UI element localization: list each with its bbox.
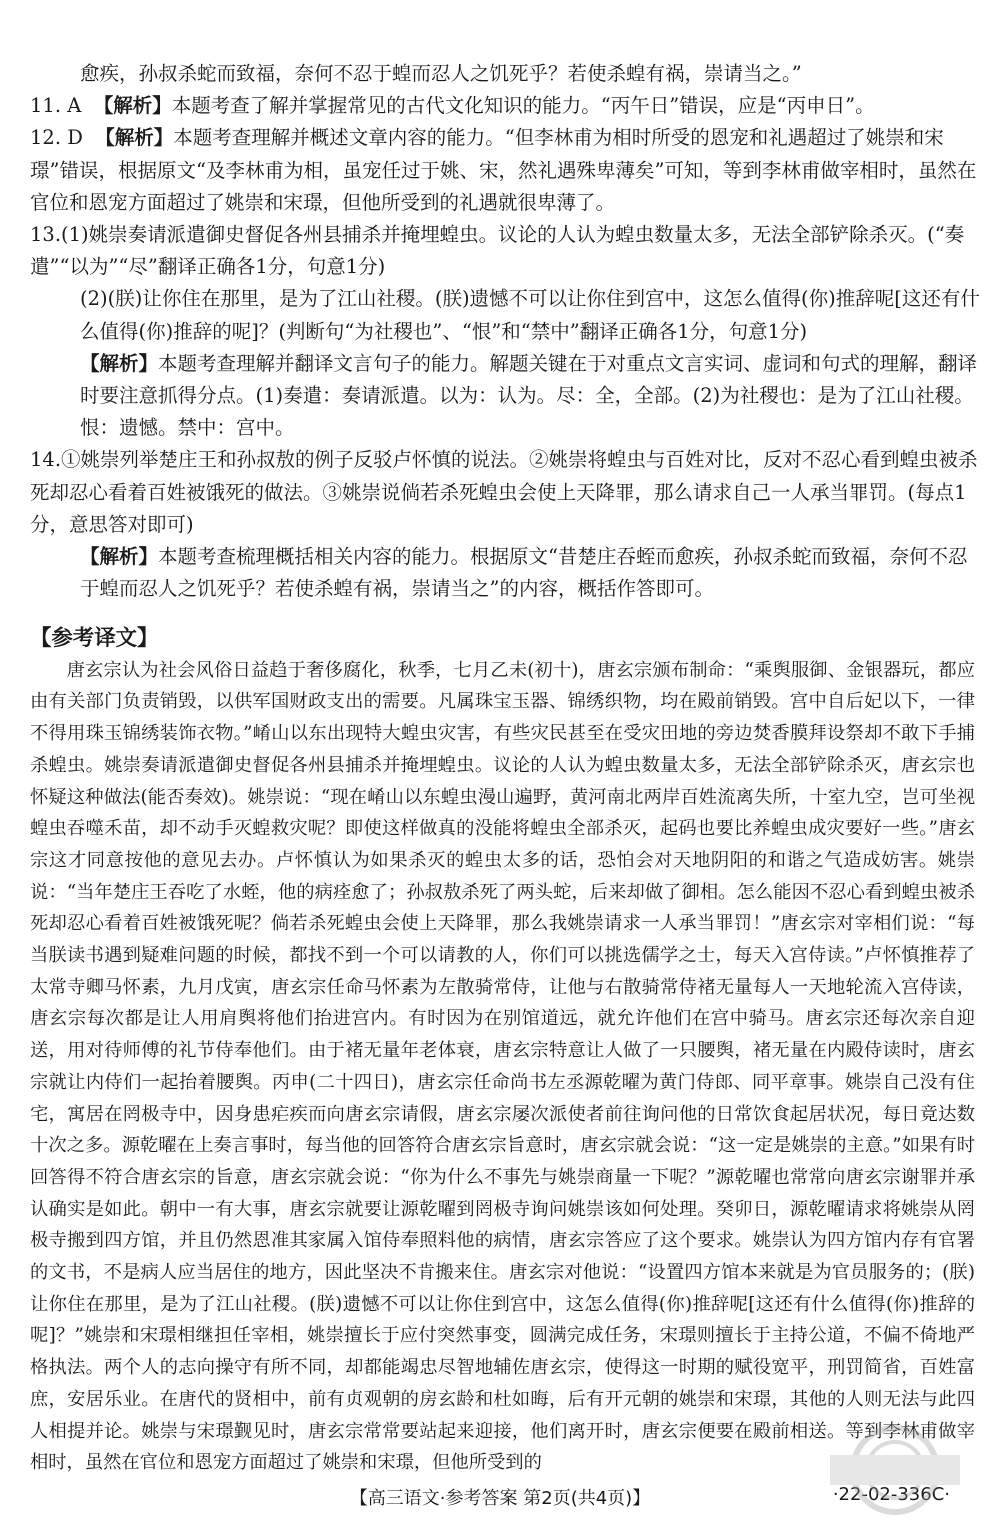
answers-section bbox=[30, 58, 980, 605]
question-number: 12. D bbox=[30, 126, 83, 150]
answer-13-part2: (2)(朕)让你住在那里，是为了江山社稷。(朕)遗憾不可以让你住到宫中，这怎么值得(你)推辞呢[这还有什么值得(你)推辞的呢]？(判断句“为社稷也”、“恨”和“禁中”翻译正确各1分，句意1分) bbox=[80, 287, 980, 343]
answer-11 bbox=[30, 90, 980, 122]
analysis-label: 【解析】 bbox=[93, 94, 172, 118]
analysis-label: 【解析】 bbox=[95, 126, 174, 150]
analysis-text: 本题考查理解并翻译文言句子的能力。解题关键在于对重点文言实词、虚词和句式的理解，翻译时要注意抓得分点。(1)奏遣：奏请派遣。以为：认为。尽：全，全部。(2)为社稷也：是为了江山社稷。恨：遗憾。禁中：宫中。 bbox=[80, 351, 978, 440]
answer-13-analysis bbox=[30, 348, 980, 445]
analysis-text: 本题考查了解并掌握常见的古代文化知识的能力。“丙午日”错误，应是“丙申日”。 bbox=[171, 94, 875, 118]
question-number: 14. bbox=[30, 448, 62, 472]
question-number: 13. bbox=[30, 223, 62, 247]
answer-12 bbox=[30, 122, 980, 219]
reference-translation bbox=[30, 623, 975, 1479]
footer-page-info: 【高三语文·参考答案 第2页(共4页)】 bbox=[349, 1488, 651, 1509]
analysis-label: 【解析】 bbox=[80, 545, 159, 569]
answer-text: ①姚崇列举楚庄王和孙叔敖的例子反驳卢怀慎的说法。②姚崇将蝗虫与百姓对比，反对不忍心看到蝗虫被杀死却忍心看着百姓被饿死的做法。③姚崇说倘若杀死蝗虫会使上天降罪，那么请求自己一人承当罪罚。(每点1分，意思答对即可) bbox=[30, 448, 978, 536]
translation-title: 【参考译文】 bbox=[30, 626, 159, 651]
answer-text: (1)姚崇奏请派遣御史督促各州县捕杀并掩埋蝗虫。议论的人认为蝗虫数量太多，无法全部铲除杀灭。(“奏遣”“以为”“尽”翻译正确各1分，句意1分) bbox=[30, 223, 965, 279]
analysis-text: 本题考查理解并概述文章内容的能力。“但李林甫为相时所受的恩宠和礼遇超过了姚崇和宋璟”错误，根据原文“及李林甫为相，虽宠任过于姚、宋，然礼遇殊卑薄矣”可知，等到李林甫做宰相时，虽然在官位和恩宠方面超过了姚崇和宋璟，但他所受到的礼遇就很卑薄了。 bbox=[30, 126, 977, 214]
answer-14-analysis bbox=[30, 541, 980, 605]
analysis-label: 【解析】 bbox=[80, 351, 159, 375]
translation-body: 唐玄宗认为社会风俗日益趋于奢侈腐化，秋季，七月乙未(初十)，唐玄宗颁布制命：“乘舆服御、金银器玩，都应由有关部门负责销毁，以供军国财政支出的需要。凡属珠宝玉器、锦绣织物，均在殿前销毁。宫中自后妃以下，一律不得用珠玉锦绣装饰衣物。”崤山以东出现特大蝗虫灾害，有些灾民甚至在受灾田地的旁边焚香膜拜设祭却不敢下手捕杀蝗虫。姚崇奏请派遣御史督促各州县捕杀并掩埋蝗虫。议论的人认为蝗虫数量太多，无法全部铲除杀灭，唐玄宗也怀疑这种做法(能否奏效)。姚崇说：“现在崤山以东蝗虫漫山遍野，黄河南北两岸百姓流离失所，十室九空，岂可坐视蝗虫吞噬禾苗，却不动手灭蝗救灾呢？即使这样做真的没能将蝗虫全部杀灭，起码也要比养蝗虫成灾要好一些。”唐玄宗这才同意按他的意见去办。卢怀慎认为如果杀灭的蝗虫太多的话，恐怕会对天地阴阳的和谐之气造成妨害。姚崇说：“当年楚庄王吞吃了水蛭，他的病痊愈了；孙叔敖杀死了两头蛇，后来却做了御相。怎么能因不忍心看到蝗虫被杀死却忍心看着百姓被饿死呢？倘若杀死蝗虫会使上天降罪，那么我姚崇请求一人承当罪罚！”唐玄宗对宰相们说：“每当朕读书遇到疑难问题的时候，都找不到一个可以请教的人，你们可以挑选儒学之士，每天入宫侍读。”卢怀慎推荐了太常寺卿马怀素，九月戊寅，唐玄宗任命马怀素为左散骑常侍，让他与右散骑常侍褚无量每人一天地轮流入宫侍读，唐玄宗每次都是让人用肩舆将他们抬进宫内。有时因为在别馆道远，就允许他们在宫中骑马。唐玄宗还每次亲自迎送，用对待师傅的礼节侍奉他们。由于褚无量年老体衰，唐玄宗特意让人做了一只腰舆，褚无量在内殿侍读时，唐玄宗就让内侍们一起抬着腰舆。丙申(二十四日)，唐玄宗任命尚书左丞源乾曜为黄门侍郎、同平章事。姚崇自己没有住宅，寓居在罔极寺中，因身患疟疾而向唐玄宗请假，唐玄宗屡次派使者前往询问他的日常饮食起居状况，每日竟达数十次之多。源乾曜在上奏言事时，每当他的回答符合唐玄宗旨意时，唐玄宗就会说：“这一定是姚崇的主意。”如果有时回答得不符合唐玄宗的旨意，唐玄宗就会说：“你为什么不事先与姚崇商量一下呢？”源乾曜也常常向唐玄宗谢罪并承认确实是如此。朝中一有大事，唐玄宗就要让源乾曜到罔极寺询问姚崇该如何处理。癸卯日，源乾曜请求将姚崇从罔极寺搬到四方馆，并且仍然恩准其家属入馆侍奉照料他的病情，唐玄宗答应了这个要求。姚崇认为四方馆内存有官署的文书，不是病人应当居住的地方，因此坚决不肯搬来住。唐玄宗对他说：“设置四方馆本来就是为官员服务的；(朕)让你住在那里，是为了江山社稷。(朕)遗憾不可以让你住到宫中，这怎么值得(你)推辞呢[这还有什么值得(你)推辞的呢]？”姚崇和宋璟相继担任宰相，姚崇擅长于应付突然事变，圆满完成任务，宋璟则擅长于主持公道，不偏不倚地严格执法。两个人的志向操守有所不同，却都能竭忠尽智地辅佐唐玄宗，使得这一时期的赋役宽平，刑罚简省，百姓富庶，安居乐业。在唐代的贤相中，前有贞观朝的房玄龄和杜如晦，后有开元朝的姚崇和宋璟，其他的人则无法与此四人相提并论。姚崇与宋璟觐见时，唐玄宗常常要站起来迎接，他们离开时，唐玄宗便要在殿前相送。等到李林甫做宰相时，虽然在官位和恩宠方面超过了姚崇和宋璟，但他所受到的 bbox=[30, 659, 975, 1474]
question-number: 11. A bbox=[30, 94, 82, 118]
answer-continuation: 愈疾，孙叔杀蛇而致福，奈何不忍于蝗而忍人之饥死乎？若使杀蝗有祸，崇请当之。” bbox=[80, 62, 802, 85]
footer-code: ·22-02-336C· bbox=[832, 1484, 950, 1505]
page-footer bbox=[0, 1482, 1000, 1512]
answer-13-part1 bbox=[30, 219, 980, 283]
analysis-text: 本题考查梳理概括相关内容的能力。根据原文“昔楚庄吞蛭而愈疾，孙叔杀蛇而致福，奈何不忍于蝗而忍人之饥死乎？若使杀蝗有祸，崇请当之”的内容，概括作答即可。 bbox=[80, 545, 968, 601]
answer-14 bbox=[30, 444, 980, 541]
